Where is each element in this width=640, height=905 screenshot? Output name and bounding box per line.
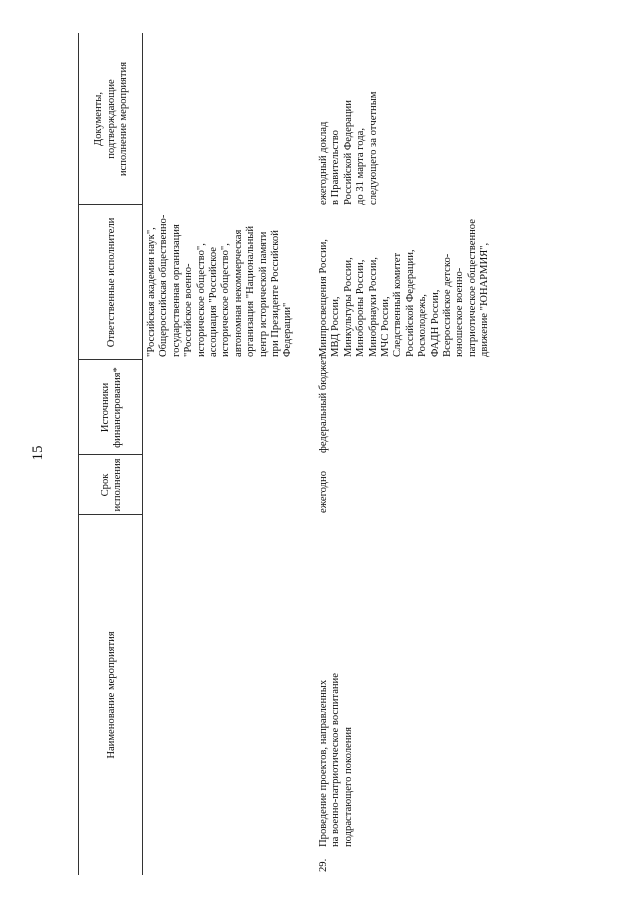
header-name: Наименование мероприятия [105, 631, 117, 759]
row-1-executors: "Российская академия наук", Общероссийская общественно- государственная организация "Российское военно- историческое общество", ассоциация "Российское историческое общество", автономная некоммерческая организация "Национальный центр исторической памяти при Президенте Российской Федерации" [146, 214, 294, 357]
row-2-documents: ежегодный доклад в Правительство Российской Федерации до 31 марта года, следующего за отчетным [318, 91, 379, 205]
table-header-rule [142, 33, 143, 875]
row-2-executors: Минпросвещения России, МВД России, Минкультуры России, Минобороны России, Минобрнауки России, МЧС России, Следственный комитет Российской Федерации, Росмолодежь, ФАДН России, Всероссийское детско- юношеское военно- патриотическое общественное движение "ЮНАРМИЯ", [318, 219, 491, 357]
row-2-name: Проведение проектов, направленных на военно-патриотическое воспитание подрастающего поколения [318, 673, 354, 847]
header-executors: Ответственные исполнители [105, 217, 117, 348]
page-number: 15 [30, 445, 46, 461]
row-2-number: 29. [318, 858, 329, 872]
header-documents: Документы, подтверждающие исполнение мероприятия [93, 61, 130, 177]
row-2-funding: федеральный бюджет [318, 355, 329, 453]
row-2-term: ежегодно [318, 470, 329, 513]
header-funding: Источники финансирования* [99, 367, 123, 448]
header-term: Срок исполнения [99, 458, 123, 512]
